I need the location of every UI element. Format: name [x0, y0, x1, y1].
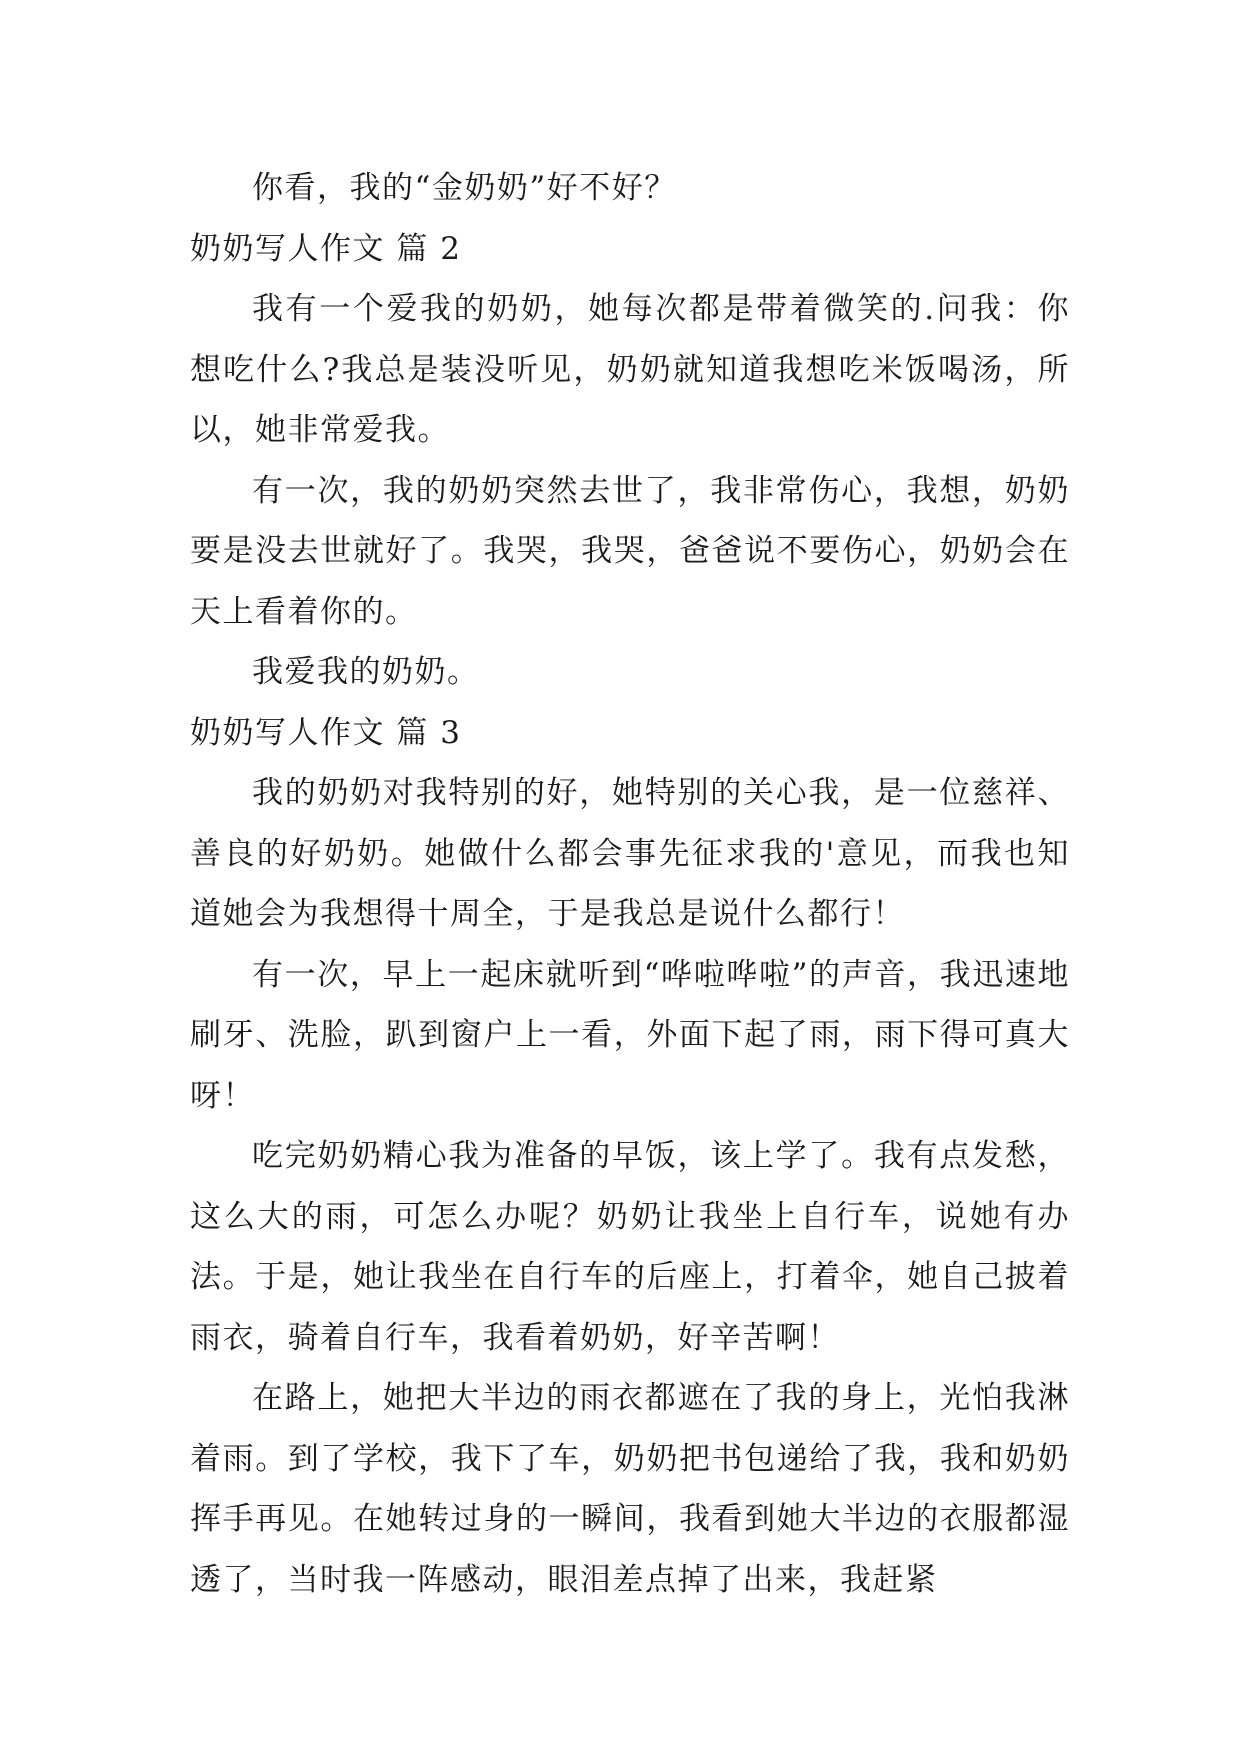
- section-heading: 奶奶写人作文 篇 2: [190, 230, 462, 267]
- section-heading: 奶奶写人作文 篇 3: [190, 714, 462, 751]
- document-body: [190, 158, 1070, 1610]
- paragraph: 我的奶奶对我特别的好，她特别的关心我，是一位慈祥、善良的好奶奶。她做什么都会事先征求我的'意见，而我也知道她会为我想得十周全，于是我总是说什么都行！: [190, 775, 1070, 932]
- paragraph: 在路上，她把大半边的雨衣都遮在了我的身上，光怕我淋着雨。到了学校，我下了车，奶奶把书包递给了我，我和奶奶挥手再见。在她转过身的一瞬间，我看到她大半边的衣服都湿透了，当时我一阵感动，眼泪差点掉了出来，我赶紧: [190, 1380, 1070, 1598]
- paragraph: 有一次，早上一起床就听到“哗啦哗啦”的声音，我迅速地刷牙、洗脸，趴到窗户上一看，外面下起了雨，雨下得可真大呀！: [190, 956, 1070, 1114]
- paragraph: 吃完奶奶精心我为准备的早饭，该上学了。我有点发愁，这么大的雨，可怎么办呢？奶奶让我坐上自行车，说她有办法。于是，她让我坐在自行车的后座上，打着伞，她自己披着雨衣，骑着自行车，我看着奶奶，好辛苦啊！: [190, 1138, 1070, 1356]
- paragraph: 我爱我的奶奶。: [252, 654, 480, 690]
- paragraph: 你看，我的“金奶奶”好不好？: [252, 170, 677, 206]
- paragraph: 有一次，我的奶奶突然去世了，我非常伤心，我想，奶奶要是没去世就好了。我哭，我哭，爸爸说不要伤心，奶奶会在天上看着你的。: [190, 472, 1070, 630]
- paragraph: 我有一个爱我的奶奶，她每次都是带着微笑的.问我：你想吃什么?我总是装没听见，奶奶就知道我想吃米饭喝汤，所以，她非常爱我。: [190, 291, 1070, 448]
